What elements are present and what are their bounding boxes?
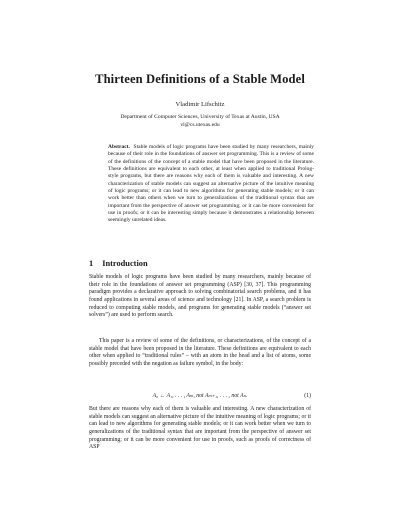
equation-number: (1)	[304, 393, 311, 399]
author-name: Vladimir Lifschitz	[175, 101, 225, 108]
equation-formula: A₀ ← A₁, . . . , Aₘ, not Aₘ₊₁, . . . , not Aₙ.	[152, 393, 248, 399]
body-paragraph: But there are reasons why each of them is valuable and interesting. A new characterization of stable models can suggest an alternative picture of the intuitive meaning of logic programs; or it can lead to new algorithms for generating stable models; or it can work better when we turn to generalizations of the traditional syntax that are important from the perspective of answer set programming; or it can be more convenient for use in proofs, such as proofs of correctness of ASP	[89, 406, 311, 451]
abstract	[108, 144, 314, 225]
author-email: vl@cs.utexas.edu	[180, 121, 220, 128]
section-heading	[89, 259, 148, 268]
abstract-label: Abstract.	[108, 144, 130, 150]
section-title: Introduction	[102, 259, 148, 268]
abstract-text: Stable models of logic programs have been studied by many researchers, mainly because of their role in the foundations of answer set programming. This is a review of some of the definitions of the concept of a stable model that have been proposed in the literature. These definitions are equivalent to each other, at least when applied to traditional Prolog-style programs, but there are reasons why each of them is valuable and interesting. A new characterization of stable models can suggest an alternative picture of the intuitive meaning of logic programs; or it can lead to new algorithms for generating stable models; or it can work better than others when we turn to generalizations of the traditional syntax that are important from the perspective of answer set programming; or it can be more convenient for use in proofs; or it can be interesting simply because it demonstrates a relationship between seemingly unrelated ideas.	[108, 144, 314, 224]
body-paragraph: This paper is a review of some of the definitions, or characterizations, of the concept of a stable model that have been proposed in the literature. These definitions are equivalent to each other when applied to “traditional rules” – with an atom in the head and a list of atoms, some possibly preceded with the negation as failure symbol, in the body:	[89, 338, 311, 367]
paper-title: Thirteen Definitions of a Stable Model	[95, 72, 305, 86]
affiliation: Department of Computer Sciences, University of Texas at Austin, USA	[120, 114, 280, 120]
author-affiliation-block	[0, 114, 400, 129]
section-number: 1	[89, 259, 94, 268]
body-paragraph: Stable models of logic programs have been studied by many researchers, mainly because of their role in the foundations of answer set programming (ASP) [30, 37]. This programming paradigm provides a declarative approach to solving combinatorial search problems, and it has found applications in several areas of science and technology [21]. In ASP, a search problem is reduced to computing stable models, and programs for generating stable models (“answer set solvers”) are used to perform search.	[89, 274, 311, 319]
